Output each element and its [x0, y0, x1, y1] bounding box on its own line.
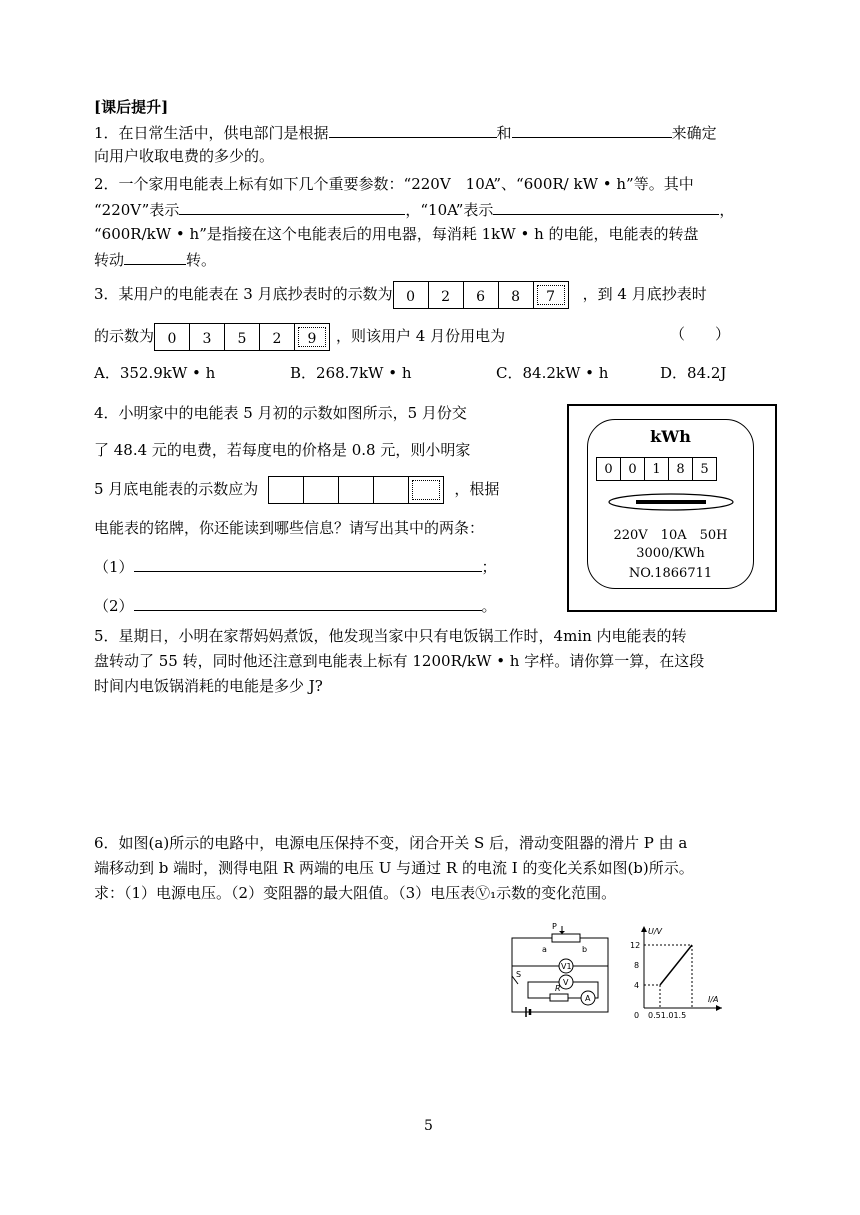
- digit: 0: [155, 324, 190, 350]
- voltmeter-v-label: V: [563, 978, 569, 987]
- q5-line-2: 盘转动了 55 转，同时他还注意到电能表上标有 1200R/kW • h 字样。请你算一算，在这段: [94, 652, 705, 670]
- digit-decimal: 9: [295, 324, 329, 350]
- graph-origin: 0: [634, 1011, 640, 1020]
- digit: 1: [645, 458, 669, 480]
- label-p: P: [552, 922, 557, 931]
- ytick-8: 8: [634, 961, 640, 970]
- page-number: 5: [424, 1118, 433, 1134]
- meter-reading-march: [393, 281, 569, 309]
- q4-item-1-label: （1）: [94, 558, 134, 576]
- digit: 0: [394, 282, 429, 308]
- graph-xlabel: I/A: [708, 995, 719, 1004]
- electric-meter-figure: [567, 404, 777, 612]
- q2-text-220v: “220V”表示: [94, 201, 180, 219]
- meter-reading-april: [154, 323, 330, 351]
- q3-text: 3．某用户的电能表在 3 月底抄表时的示数为: [94, 285, 393, 303]
- q1-text-and: 和: [496, 124, 512, 142]
- meter-digits: [596, 457, 717, 481]
- q4-semicolon: ；: [481, 558, 497, 576]
- xticks: 0.51.01.5: [648, 1011, 687, 1020]
- q2-blank-2[interactable]: [493, 199, 719, 215]
- q4-line-1: 4．小明家中的电能表 5 月初的示数如图所示，5 月份交: [94, 404, 467, 422]
- q4-item-1: [94, 556, 497, 577]
- q6-line-3: 求：（1）电源电压。（2）变阻器的最大阻值。（3）电压表Ⓥ₁示数的变化范围。: [94, 884, 617, 902]
- answer-paren: （ ）: [670, 325, 731, 343]
- question-1: [94, 122, 717, 143]
- u-i-graph: [624, 924, 724, 1024]
- q3-text-2: ，到 4 月底抄表时: [582, 285, 707, 303]
- option-d[interactable]: D．84.2J: [660, 364, 727, 382]
- ytick-12: 12: [630, 941, 641, 950]
- digit: 2: [429, 282, 464, 308]
- q2-blank-1[interactable]: [179, 199, 405, 215]
- meter-face: [587, 419, 754, 589]
- q2-line-2: [94, 199, 734, 220]
- q6-line-1: 6．如图(a)所示的电路中，电源电压保持不变，闭合开关 S 后，滑动变阻器的滑片 P 由 a: [94, 834, 688, 852]
- meter-spec: 220V 10A 50H: [613, 528, 728, 543]
- q4-text-2: ，根据: [454, 480, 500, 498]
- q3-line-1: [94, 281, 707, 309]
- voltmeter-v1-label: V1: [561, 962, 572, 971]
- meter-serial: NO.1866711: [628, 566, 713, 581]
- q4-line-4: 电能表的铭牌，你还能读到哪些信息？请写出其中的两条：: [94, 519, 485, 537]
- meter-rate: 3000/KWh: [636, 546, 705, 561]
- digit: 0: [597, 458, 621, 480]
- ytick-4: 4: [634, 981, 640, 990]
- option-b[interactable]: B．268.7kW • h: [290, 364, 412, 382]
- resistor-label: R: [555, 984, 561, 993]
- digit: 2: [260, 324, 295, 350]
- graph-ylabel: U/V: [648, 927, 663, 936]
- q2-line-3: “600R/kW • h”是指接在这个电能表后的用电器，每消耗 1kW • h 的电能，电能表的转盘: [94, 225, 699, 243]
- q2-text-10a: ，“10A”表示: [405, 201, 494, 219]
- q2-line-4: [94, 249, 216, 270]
- q4-item-2-label: （2）: [94, 597, 134, 615]
- q4-period: 。: [481, 597, 497, 615]
- meter-reading-answer-boxes[interactable]: [268, 476, 444, 504]
- q1-text-end: 来确定: [671, 124, 717, 142]
- option-c[interactable]: C．84.2kW • h: [496, 364, 609, 382]
- digit: 5: [225, 324, 260, 350]
- digit-decimal: 7: [534, 282, 568, 308]
- digit: 8: [499, 282, 534, 308]
- label-b: b: [582, 945, 588, 954]
- q4-line-3: [94, 476, 499, 504]
- option-a[interactable]: A．352.9kW • h: [94, 364, 216, 382]
- digit: 6: [464, 282, 499, 308]
- digit: 5: [700, 462, 709, 477]
- q3-line-2: [94, 323, 505, 351]
- q2-comma: ，: [719, 201, 735, 219]
- q2-blank-3[interactable]: [124, 249, 186, 265]
- q4-text: 5 月底电能表的示数应为: [94, 480, 259, 498]
- q1-blank-2[interactable]: [512, 122, 672, 138]
- q5-line-3: 时间内电饭锅消耗的电能是多少 J?: [94, 677, 323, 695]
- circuit-diagram: [500, 920, 620, 1020]
- meter-disc: [606, 492, 736, 512]
- digit: 8: [669, 458, 693, 480]
- q2-text-turn: 转动: [94, 251, 125, 269]
- q1-blank-1[interactable]: [329, 122, 497, 138]
- ammeter-label: A: [585, 994, 591, 1003]
- section-heading: [课后提升]: [94, 98, 169, 116]
- q2-text-end: 转。: [186, 251, 217, 269]
- q6-line-2: 端移动到 b 端时，测得电阻 R 两端的电压 U 与通过 R 的电流 I 的变化关系如图(b)所示。: [94, 859, 694, 877]
- q1-text: 1．在日常生活中，供电部门是根据: [94, 124, 329, 142]
- q2-line-1: 2．一个家用电能表上标有如下几个重要参数：“220V 10A”、“600R/ kW • h”等。其中: [94, 175, 694, 193]
- switch-label: S: [516, 970, 522, 979]
- q4-blank-2[interactable]: [134, 595, 482, 611]
- digit: 3: [190, 324, 225, 350]
- q4-blank-1[interactable]: [134, 556, 482, 572]
- q3-text-3: 的示数为: [94, 327, 155, 345]
- q4-line-2: 了 48.4 元的电费，若每度电的价格是 0.8 元，则小明家: [94, 441, 471, 459]
- meter-unit: kWh: [650, 427, 691, 446]
- digit: 0: [621, 458, 645, 480]
- q4-item-2: [94, 595, 497, 616]
- label-a: a: [542, 945, 547, 954]
- q3-text-4: ，则该用户 4 月份用电为: [336, 327, 506, 345]
- q5-line-1: 5．星期日，小明在家帮妈妈煮饭，他发现当家中只有电饭锅工作时，4min 内电能表的转: [94, 627, 687, 645]
- q1-line-2: 向用户收取电费的多少的。: [94, 147, 275, 165]
